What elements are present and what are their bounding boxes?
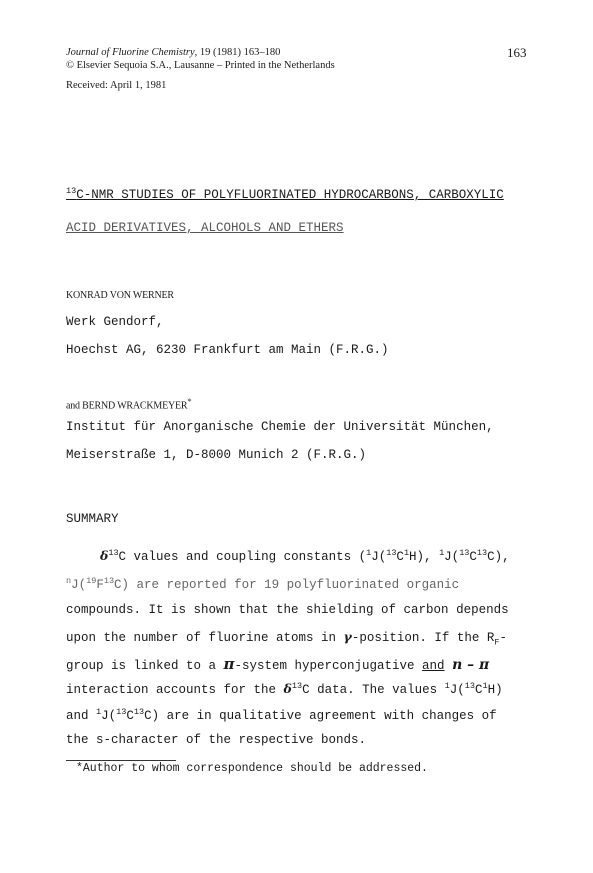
affiliation-2-line-1: Institut für Anorganische Chemie der Universität München, [66, 420, 494, 434]
summary-line-6: interaction accounts for the $\delta^{13}C$ data. The values $^1J(^{13}C^1H)$ [66, 681, 503, 698]
author-1: KONRAD VON WERNER [66, 290, 174, 301]
journal-ref: , 19 (1981) 163–180 [194, 47, 281, 58]
title-isotope: 13 [66, 186, 77, 196]
pi-symbol: π [223, 655, 235, 673]
summary-line-3: compounds. It is shown that the shielding of carbon depends [66, 603, 509, 617]
author-2: and BERND WRACKMEYER* [66, 396, 192, 412]
affiliation-1-line-2: Hoechst AG, 6230 Frankfurt am Main (F.R.G.) [66, 343, 389, 357]
journal-name: Journal of Fluorine Chemistry [66, 47, 195, 58]
affiliation-2-line-2: Meiserstraße 1, D-8000 Munich 2 (F.R.G.) [66, 448, 367, 462]
summary-heading: SUMMARY [66, 512, 119, 526]
n-pi-symbol: n – π [452, 657, 490, 673]
footnote-rule [66, 760, 176, 761]
gamma-symbol: γ [343, 629, 352, 644]
footnote [76, 762, 428, 775]
delta-symbol: δ [100, 548, 109, 564]
paper-title-line-2: ACID DERIVATIVES, ALCOHOLS AND ETHERS [66, 221, 344, 235]
page-number: 163 [507, 45, 527, 60]
summary-line-1: $\delta^{13}C$ values and coupling constants ($^1J(^{13}C^1H)$, $^1J(^{13}C^{13}C)$, [100, 548, 510, 565]
journal-citation [66, 47, 280, 58]
summary-line-8: the s-character of the respective bonds. [66, 733, 367, 747]
author-2-mark: * [187, 396, 192, 406]
footnote-mark: * [76, 762, 83, 775]
summary-line-2: $^nJ(^{19}F^{13}C)$ are reported for 19 polyfluorinated organic [66, 576, 460, 593]
summary-line-4: upon the number of fluorine atoms in γ-position. If the $R_F-$ [66, 629, 507, 648]
delta-symbol-2: δ [283, 681, 292, 697]
paper-title-line-1: $^{13}$C-NMR STUDIES OF POLYFLUORINATED HYDROCARBONS, CARBOXYLIC [66, 186, 504, 203]
summary-line-7: and $^1J(^{13}C^{13}C)$ are in qualitative agreement with changes of [66, 707, 497, 724]
affiliation-1-line-1: Werk Gendorf, [66, 315, 164, 329]
summary-line-5: group is linked to a π-system hyperconjugative and n – π [66, 655, 490, 673]
footnote-text: Author to whom correspondence should be addressed. [82, 762, 428, 775]
copyright-line: © Elsevier Sequoia S.A., Lausanne – Printed in the Netherlands [66, 60, 335, 71]
received-date: Received: April 1, 1981 [66, 80, 167, 91]
